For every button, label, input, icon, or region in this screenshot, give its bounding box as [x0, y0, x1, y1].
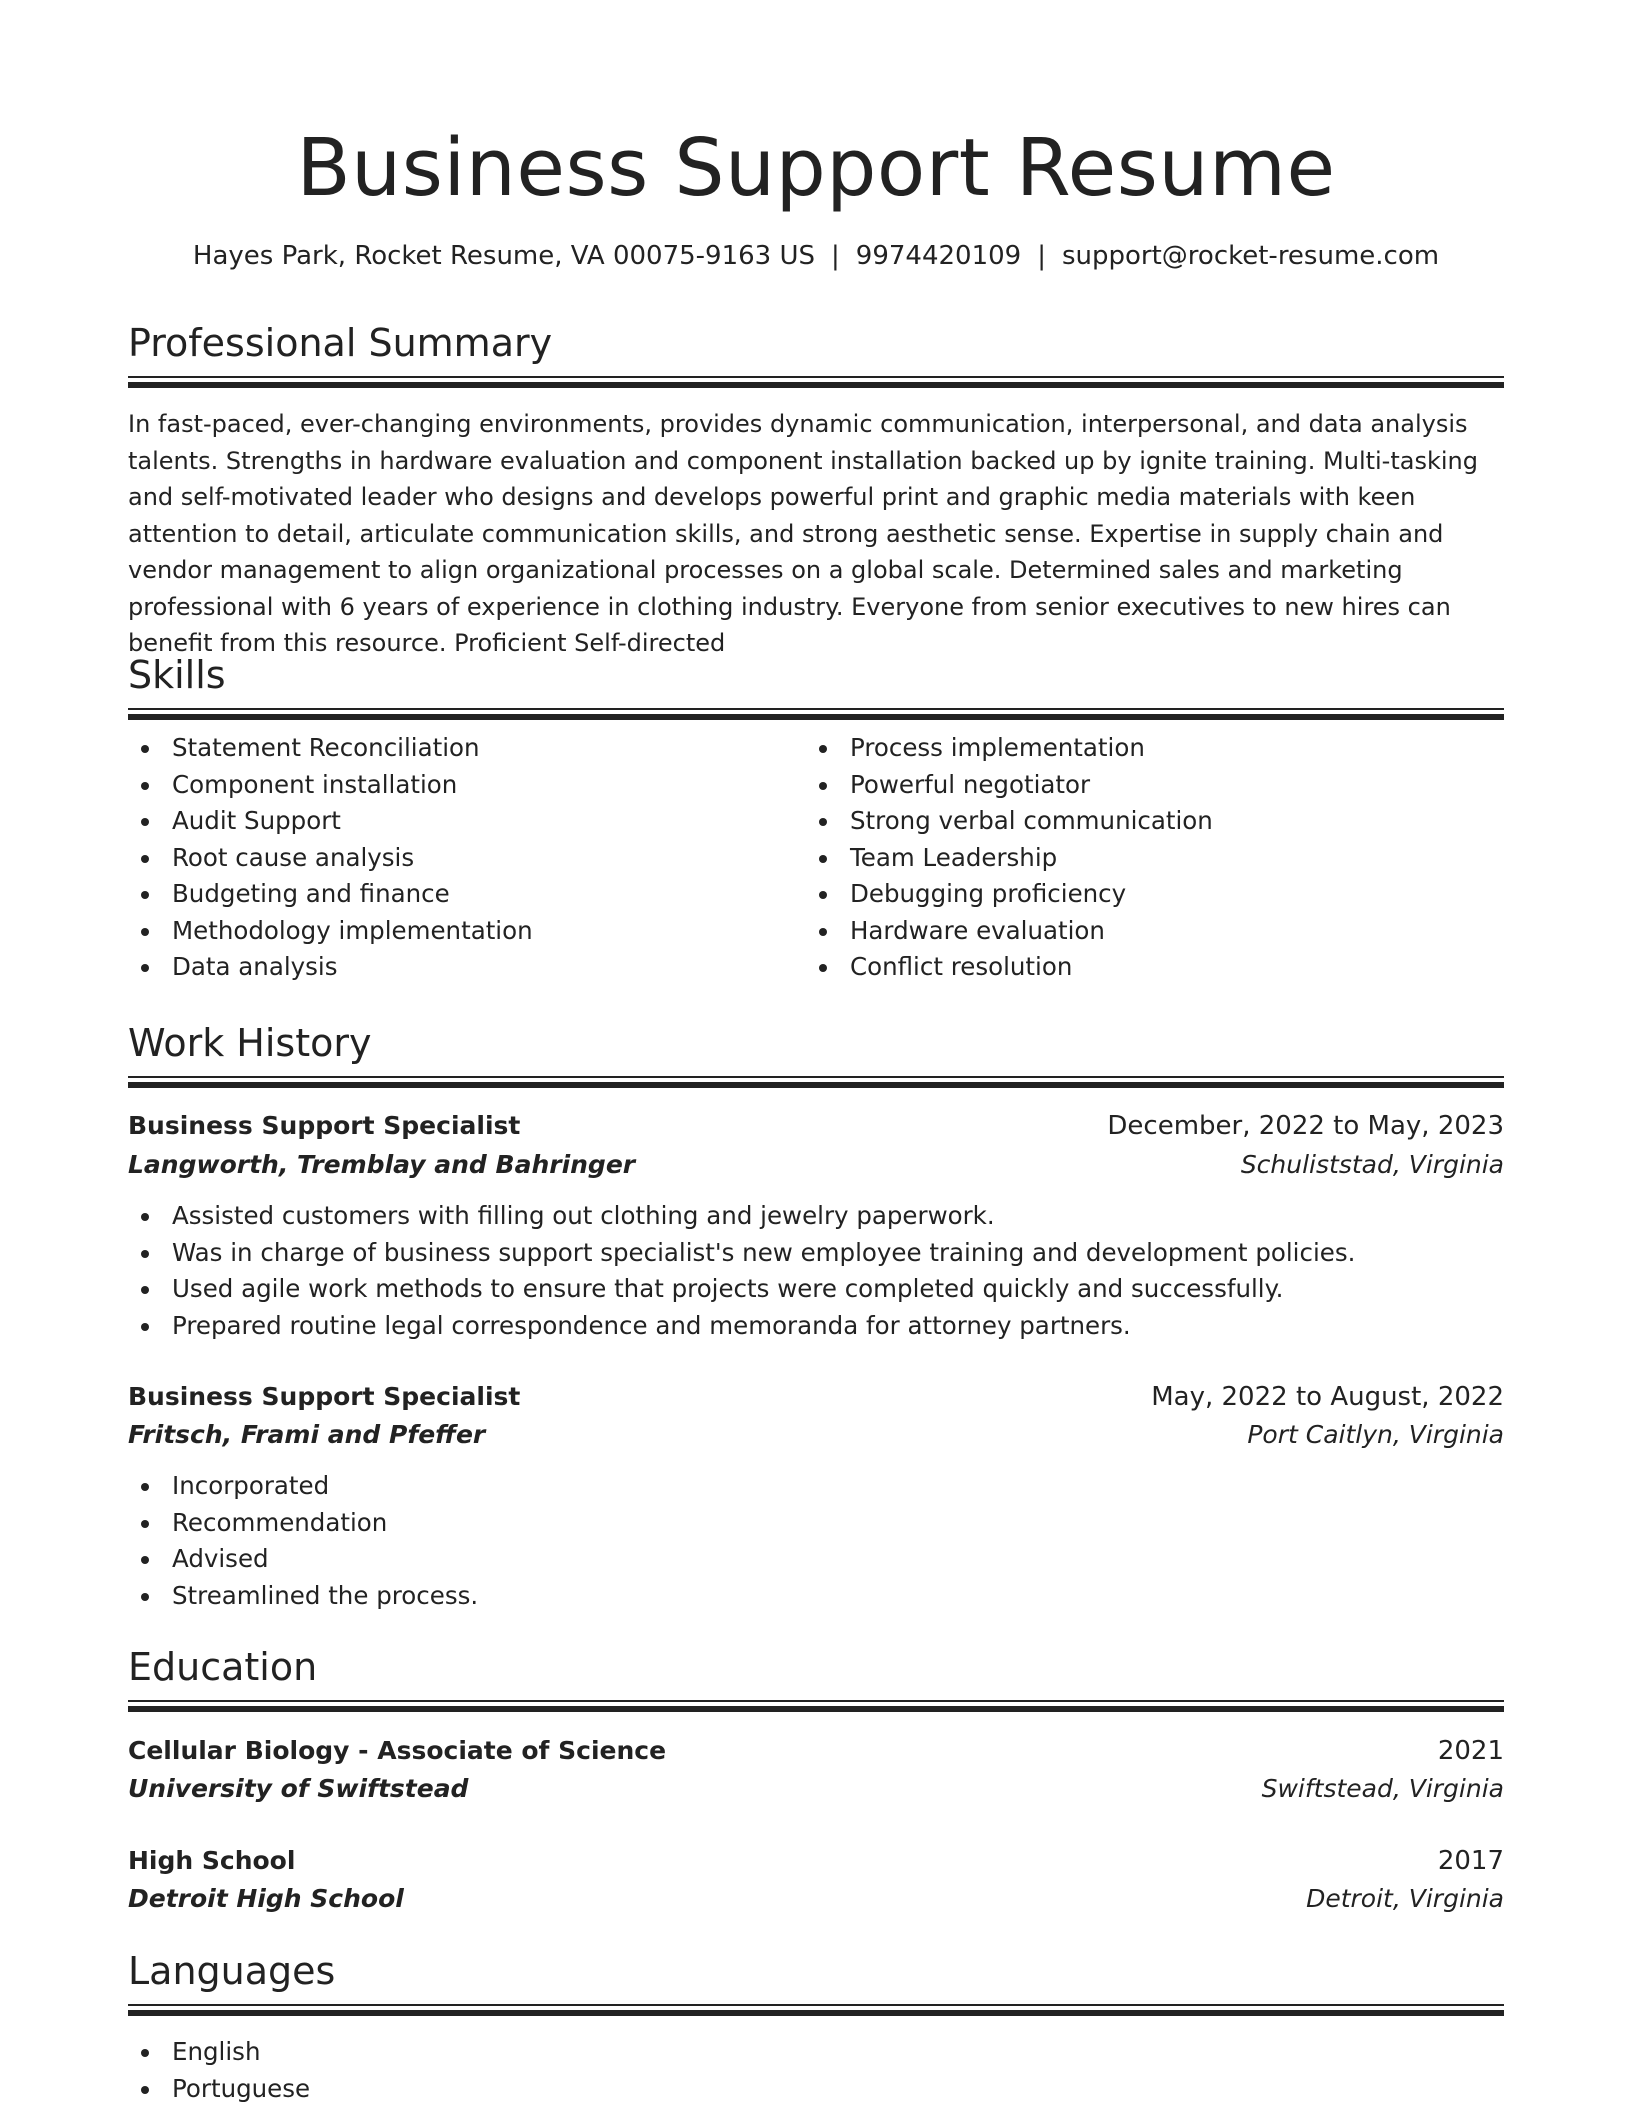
- contact-separator: |: [831, 241, 840, 271]
- skills-list-right: [806, 730, 1466, 986]
- education-header: [128, 1732, 1504, 1770]
- list-item: Assisted customers with filling out clothing and jewelry paperwork.: [128, 1198, 1504, 1235]
- job-subheader: [128, 1146, 1504, 1184]
- section-rule: [128, 376, 1504, 388]
- education-degree: Cellular Biology - Associate of Science: [128, 1736, 667, 1765]
- list-item: Incorporated: [128, 1468, 1504, 1505]
- education-location: Detroit, Virginia: [1306, 1884, 1504, 1913]
- section-rule: [128, 1700, 1504, 1712]
- job-title: Business Support Specialist: [128, 1111, 521, 1140]
- section-title-skills: Skills: [128, 653, 226, 697]
- resume-title: Business Support Resume: [296, 122, 1336, 214]
- section-title-education: Education: [128, 1645, 318, 1689]
- contact-line: [0, 238, 1632, 274]
- summary-text: In fast-paced, ever-changing environments, provides dynamic communication, interpersonal, and data analysis talents. Strengths in hardware evaluation and component installation backed up by ignite training. Multi-tasking and self-motivated leader who designs and develops powerful print and graphic media materials with keen attention to detail, articulate communication skills, and strong aesthetic sense. Expertise in supply chain and vendor management to align organizational processes on a global scale. Determined sales and marketing professional with 6 years of experience in clothing industry. Everyone from senior executives to new hires can benefit from this resource. Proficient Self-directed: [128, 410, 1478, 657]
- education-school: University of Swiftstead: [128, 1774, 469, 1803]
- list-item: Statement Reconciliation: [128, 730, 788, 767]
- list-item: Portuguese: [128, 2071, 1504, 2108]
- list-item: Root cause analysis: [128, 840, 788, 877]
- job-bullets: [128, 1198, 1504, 1344]
- section-title-languages: Languages: [128, 1949, 336, 1993]
- list-item: Was in charge of business support specialist's new employee training and development policies.: [128, 1235, 1504, 1272]
- list-item: English: [128, 2034, 1504, 2071]
- list-item: Recommendation: [128, 1505, 1504, 1542]
- list-item: Prepared routine legal correspondence and memoranda for attorney partners.: [128, 1308, 1504, 1345]
- contact-address: Hayes Park, Rocket Resume, VA 00075-9163 US: [192, 241, 816, 271]
- list-item: Debugging proficiency: [806, 876, 1466, 913]
- section-title-work: Work History: [128, 1021, 372, 1065]
- list-item: Conflict resolution: [806, 949, 1466, 986]
- job-bullets: [128, 1468, 1504, 1614]
- job-title: Business Support Specialist: [128, 1382, 521, 1411]
- education-subheader: [128, 1770, 1504, 1808]
- languages-list: [128, 2034, 1504, 2107]
- section-rule: [128, 708, 1504, 720]
- list-item: Strong verbal communication: [806, 803, 1466, 840]
- section-rule: [128, 1076, 1504, 1088]
- contact-email[interactable]: support@rocket-resume.com: [1061, 241, 1440, 271]
- section-rule: [128, 2004, 1504, 2016]
- job-location: Schuliststad, Virginia: [1240, 1150, 1504, 1179]
- list-item: Budgeting and finance: [128, 876, 788, 913]
- skills-list-left: [128, 730, 788, 986]
- list-item: Component installation: [128, 767, 788, 804]
- list-item: Powerful negotiator: [806, 767, 1466, 804]
- job-header: [128, 1378, 1504, 1416]
- job-dates: May, 2022 to August, 2022: [1151, 1382, 1504, 1412]
- list-item: Process implementation: [806, 730, 1466, 767]
- education-year: 2021: [1437, 1736, 1504, 1766]
- contact-separator: |: [1037, 241, 1046, 271]
- list-item: Advised: [128, 1541, 1504, 1578]
- job-location: Port Caitlyn, Virginia: [1247, 1420, 1504, 1449]
- list-item: Team Leadership: [806, 840, 1466, 877]
- education-degree: High School: [128, 1846, 296, 1875]
- section-title-summary: Professional Summary: [128, 321, 553, 365]
- education-year: 2017: [1437, 1846, 1504, 1876]
- education-header: [128, 1842, 1504, 1880]
- education-subheader: [128, 1880, 1504, 1918]
- list-item: Audit Support: [128, 803, 788, 840]
- job-company: Fritsch, Frami and Pfeffer: [128, 1420, 486, 1449]
- list-item: Data analysis: [128, 949, 788, 986]
- list-item: Hardware evaluation: [806, 913, 1466, 950]
- list-item: Methodology implementation: [128, 913, 788, 950]
- list-item: Used agile work methods to ensure that projects were completed quickly and successfully.: [128, 1271, 1504, 1308]
- job-dates: December, 2022 to May, 2023: [1107, 1111, 1504, 1141]
- education-school: Detroit High School: [128, 1884, 404, 1913]
- contact-phone: 9974420109: [855, 241, 1022, 271]
- job-company: Langworth, Tremblay and Bahringer: [128, 1150, 636, 1179]
- education-location: Swiftstead, Virginia: [1261, 1774, 1504, 1803]
- list-item: Streamlined the process.: [128, 1578, 1504, 1615]
- job-subheader: [128, 1416, 1504, 1454]
- job-header: [128, 1107, 1504, 1145]
